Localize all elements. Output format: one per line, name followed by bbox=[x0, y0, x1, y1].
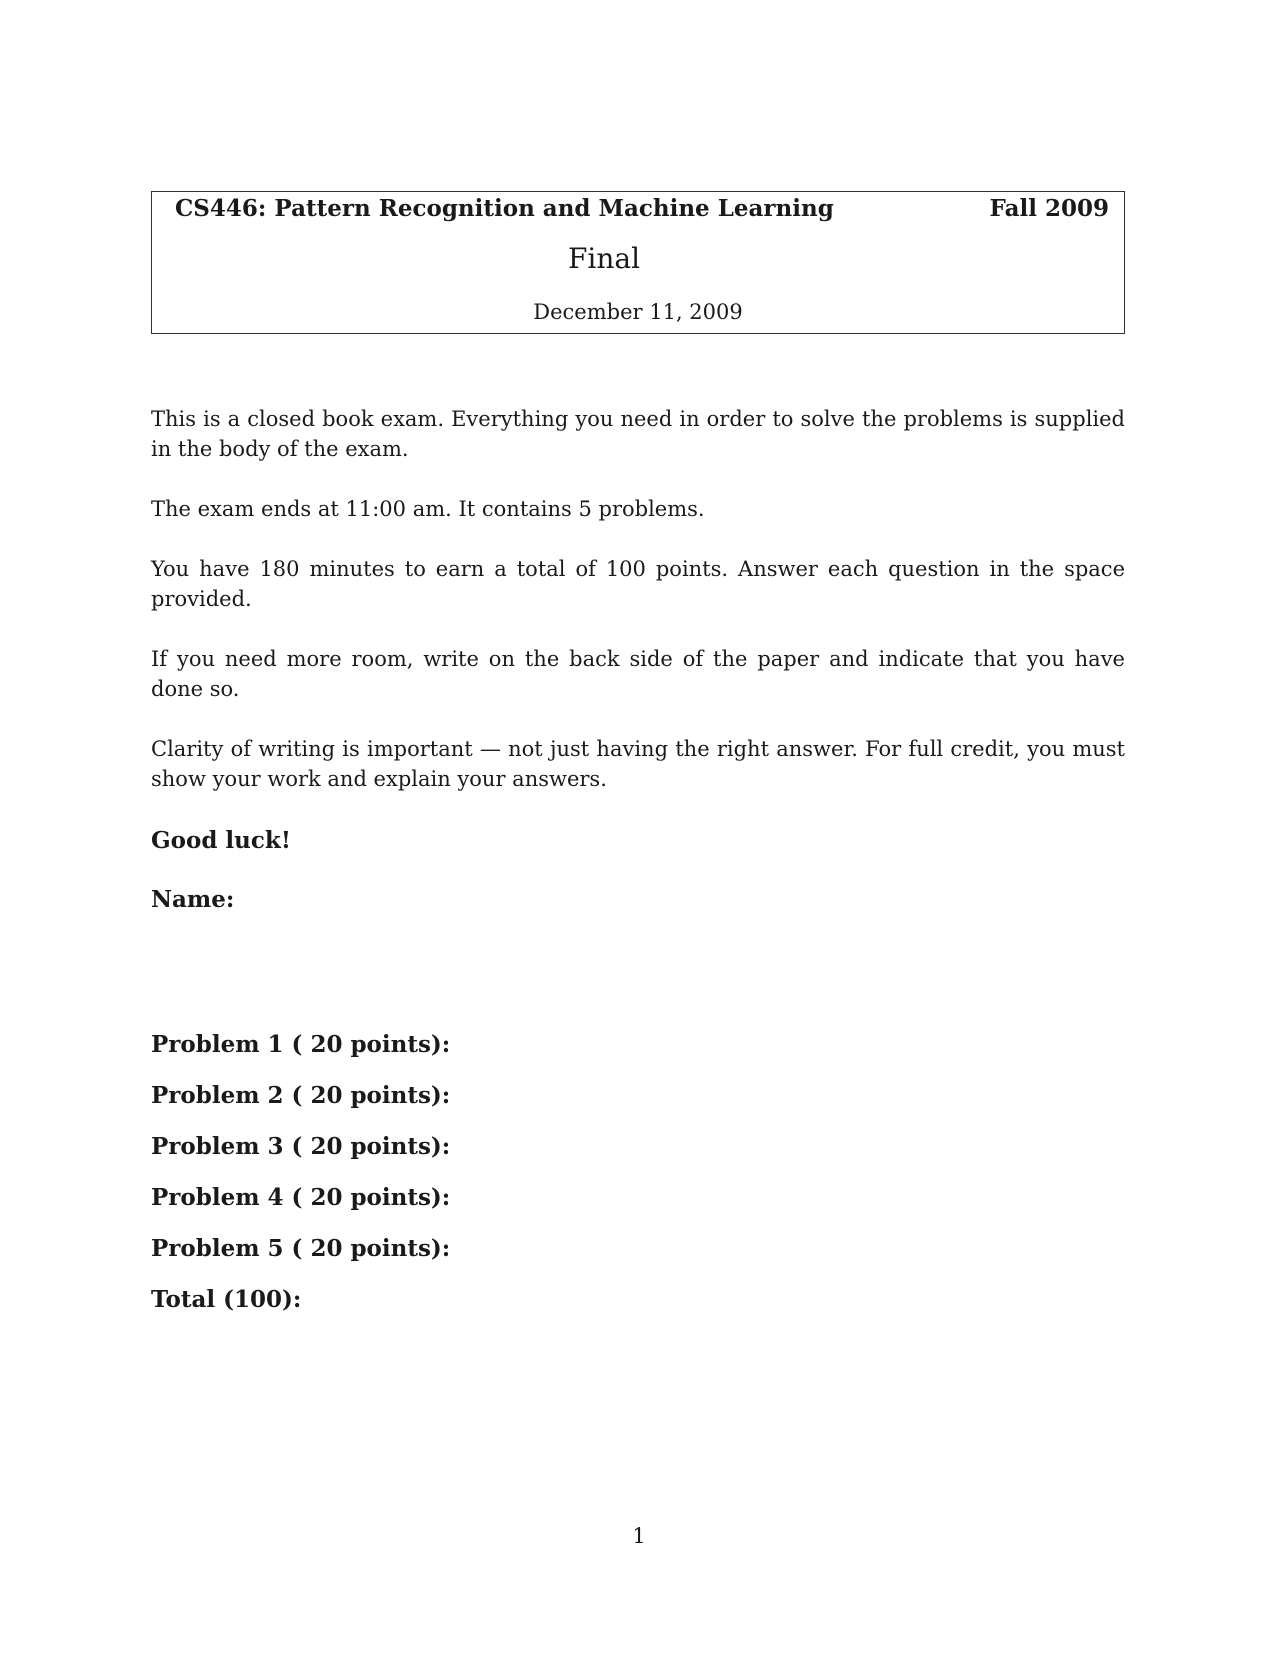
instruction-paragraph: Clarity of writing is important — not just having the right answer. For full credit, you must show your work and explain your answers. bbox=[151, 737, 1125, 791]
exam-date: December 11, 2009 bbox=[533, 300, 743, 324]
course-title: CS446: Pattern Recognition and Machine Learning bbox=[175, 195, 834, 222]
instruction-paragraph: You have 180 minutes to earn a total of 100 points. Answer each question in the space provided. bbox=[151, 557, 1125, 611]
name-label: Name: bbox=[151, 886, 235, 913]
term-label: Fall 2009 bbox=[989, 195, 1109, 222]
good-luck-text: Good luck! bbox=[151, 827, 291, 854]
page-number-row bbox=[0, 1524, 1280, 1548]
exam-title: Final bbox=[567, 242, 641, 275]
header-box bbox=[151, 191, 1125, 334]
score-row-total: Total (100): bbox=[151, 1286, 302, 1313]
page-number: 1 bbox=[632, 1524, 646, 1548]
exam-title-row bbox=[152, 242, 1124, 275]
score-table bbox=[151, 1030, 450, 1336]
instructions bbox=[151, 404, 1125, 824]
score-row-problem-1: Problem 1 ( 20 points): bbox=[151, 1031, 451, 1058]
score-row-problem-4: Problem 4 ( 20 points): bbox=[151, 1184, 451, 1211]
score-row-problem-3: Problem 3 ( 20 points): bbox=[151, 1133, 451, 1160]
instruction-paragraph: If you need more room, write on the back side of the paper and indicate that you have done so. bbox=[151, 647, 1125, 701]
instruction-paragraph: This is a closed book exam. Everything you need in order to solve the problems is supplied in the body of the exam. bbox=[151, 407, 1125, 461]
score-row-problem-5: Problem 5 ( 20 points): bbox=[151, 1235, 451, 1262]
score-row-problem-2: Problem 2 ( 20 points): bbox=[151, 1082, 451, 1109]
instruction-paragraph: The exam ends at 11:00 am. It contains 5 problems. bbox=[151, 497, 705, 521]
